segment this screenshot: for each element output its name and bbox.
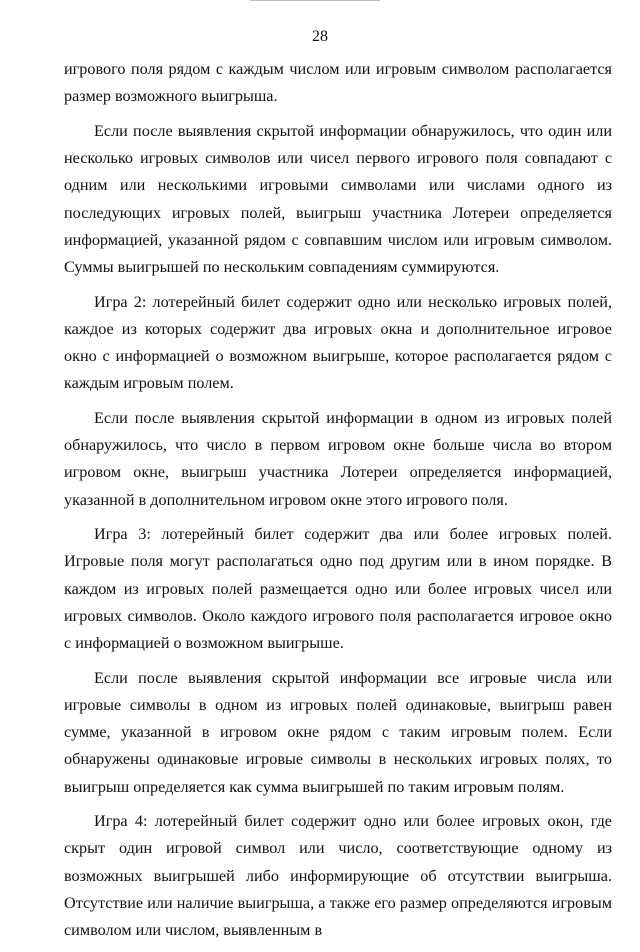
paragraph-continuation: игрового поля рядом с каждым числом или игровым символом располагается размер возможного выигрыша. (64, 60, 612, 106)
document-body (64, 56, 612, 952)
paragraph-game-2: Игра 2: лотерейный билет содержит одно или несколько игровых полей, каждое из которых содержит два игровых окна и дополнительное игровое окно с информацией о возможном выигрыше, которое располагается рядом с каждым игровым полем. (64, 292, 612, 393)
paragraph: Если после выявления скрытой информации все игровые числа или игровые символы в одном из игровых полей одинаковые, выигрыш равен сумме, указанной в игровом окне рядом с таким игровым полем. Если обнаружены одинаковые игровые символы в нескольких игровых полях, то выигрыш определяется как сумма выигрышей по таким игровым полям. (64, 668, 612, 796)
paragraph: Если после выявления скрытой информации обнаружилось, что один или несколько игровых символов или чисел первого игрового поля совпадают с одним или несколькими игровыми символами или числами одного из последующих игровых полей, выигрыш участника Лотереи определяется информацией, указанной рядом с совпавшим числом или игровым символом. Суммы выигрышей по нескольким совпадениям суммируются. (64, 121, 612, 276)
paragraph-game-4: Игра 4: лотерейный билет содержит одно или более игровых окон, где скрыт один игровой символ или число, соответствующие одному из возможных выигрышей либо информирующие об отсутствии выигрыша. Отсутствие или наличие выигрыша, а также его размер определяются игровым символом или числом, выявленным в (64, 812, 612, 940)
paragraph: Если после выявления скрытой информации в одном из игровых полей обнаружилось, что число в первом игровом окне больше числа во втором игровом окне, выигрыш участника Лотереи определяется информацией, указанной в дополнительном игровом окне этого игрового поля. (64, 408, 612, 509)
page-number: 28 (312, 28, 328, 45)
paragraph-game-3: Игра 3: лотерейный билет содержит два или более игровых полей. Игровые поля могут располагаться одно под другим или в ином порядке. В каждом из игровых полей размещается одно или более игровых чисел или игровых символов. Около каждого игрового поля располагается игровое окно с информацией о возможном выигрыше. (64, 525, 612, 653)
scan-edge-line (250, 0, 380, 1)
